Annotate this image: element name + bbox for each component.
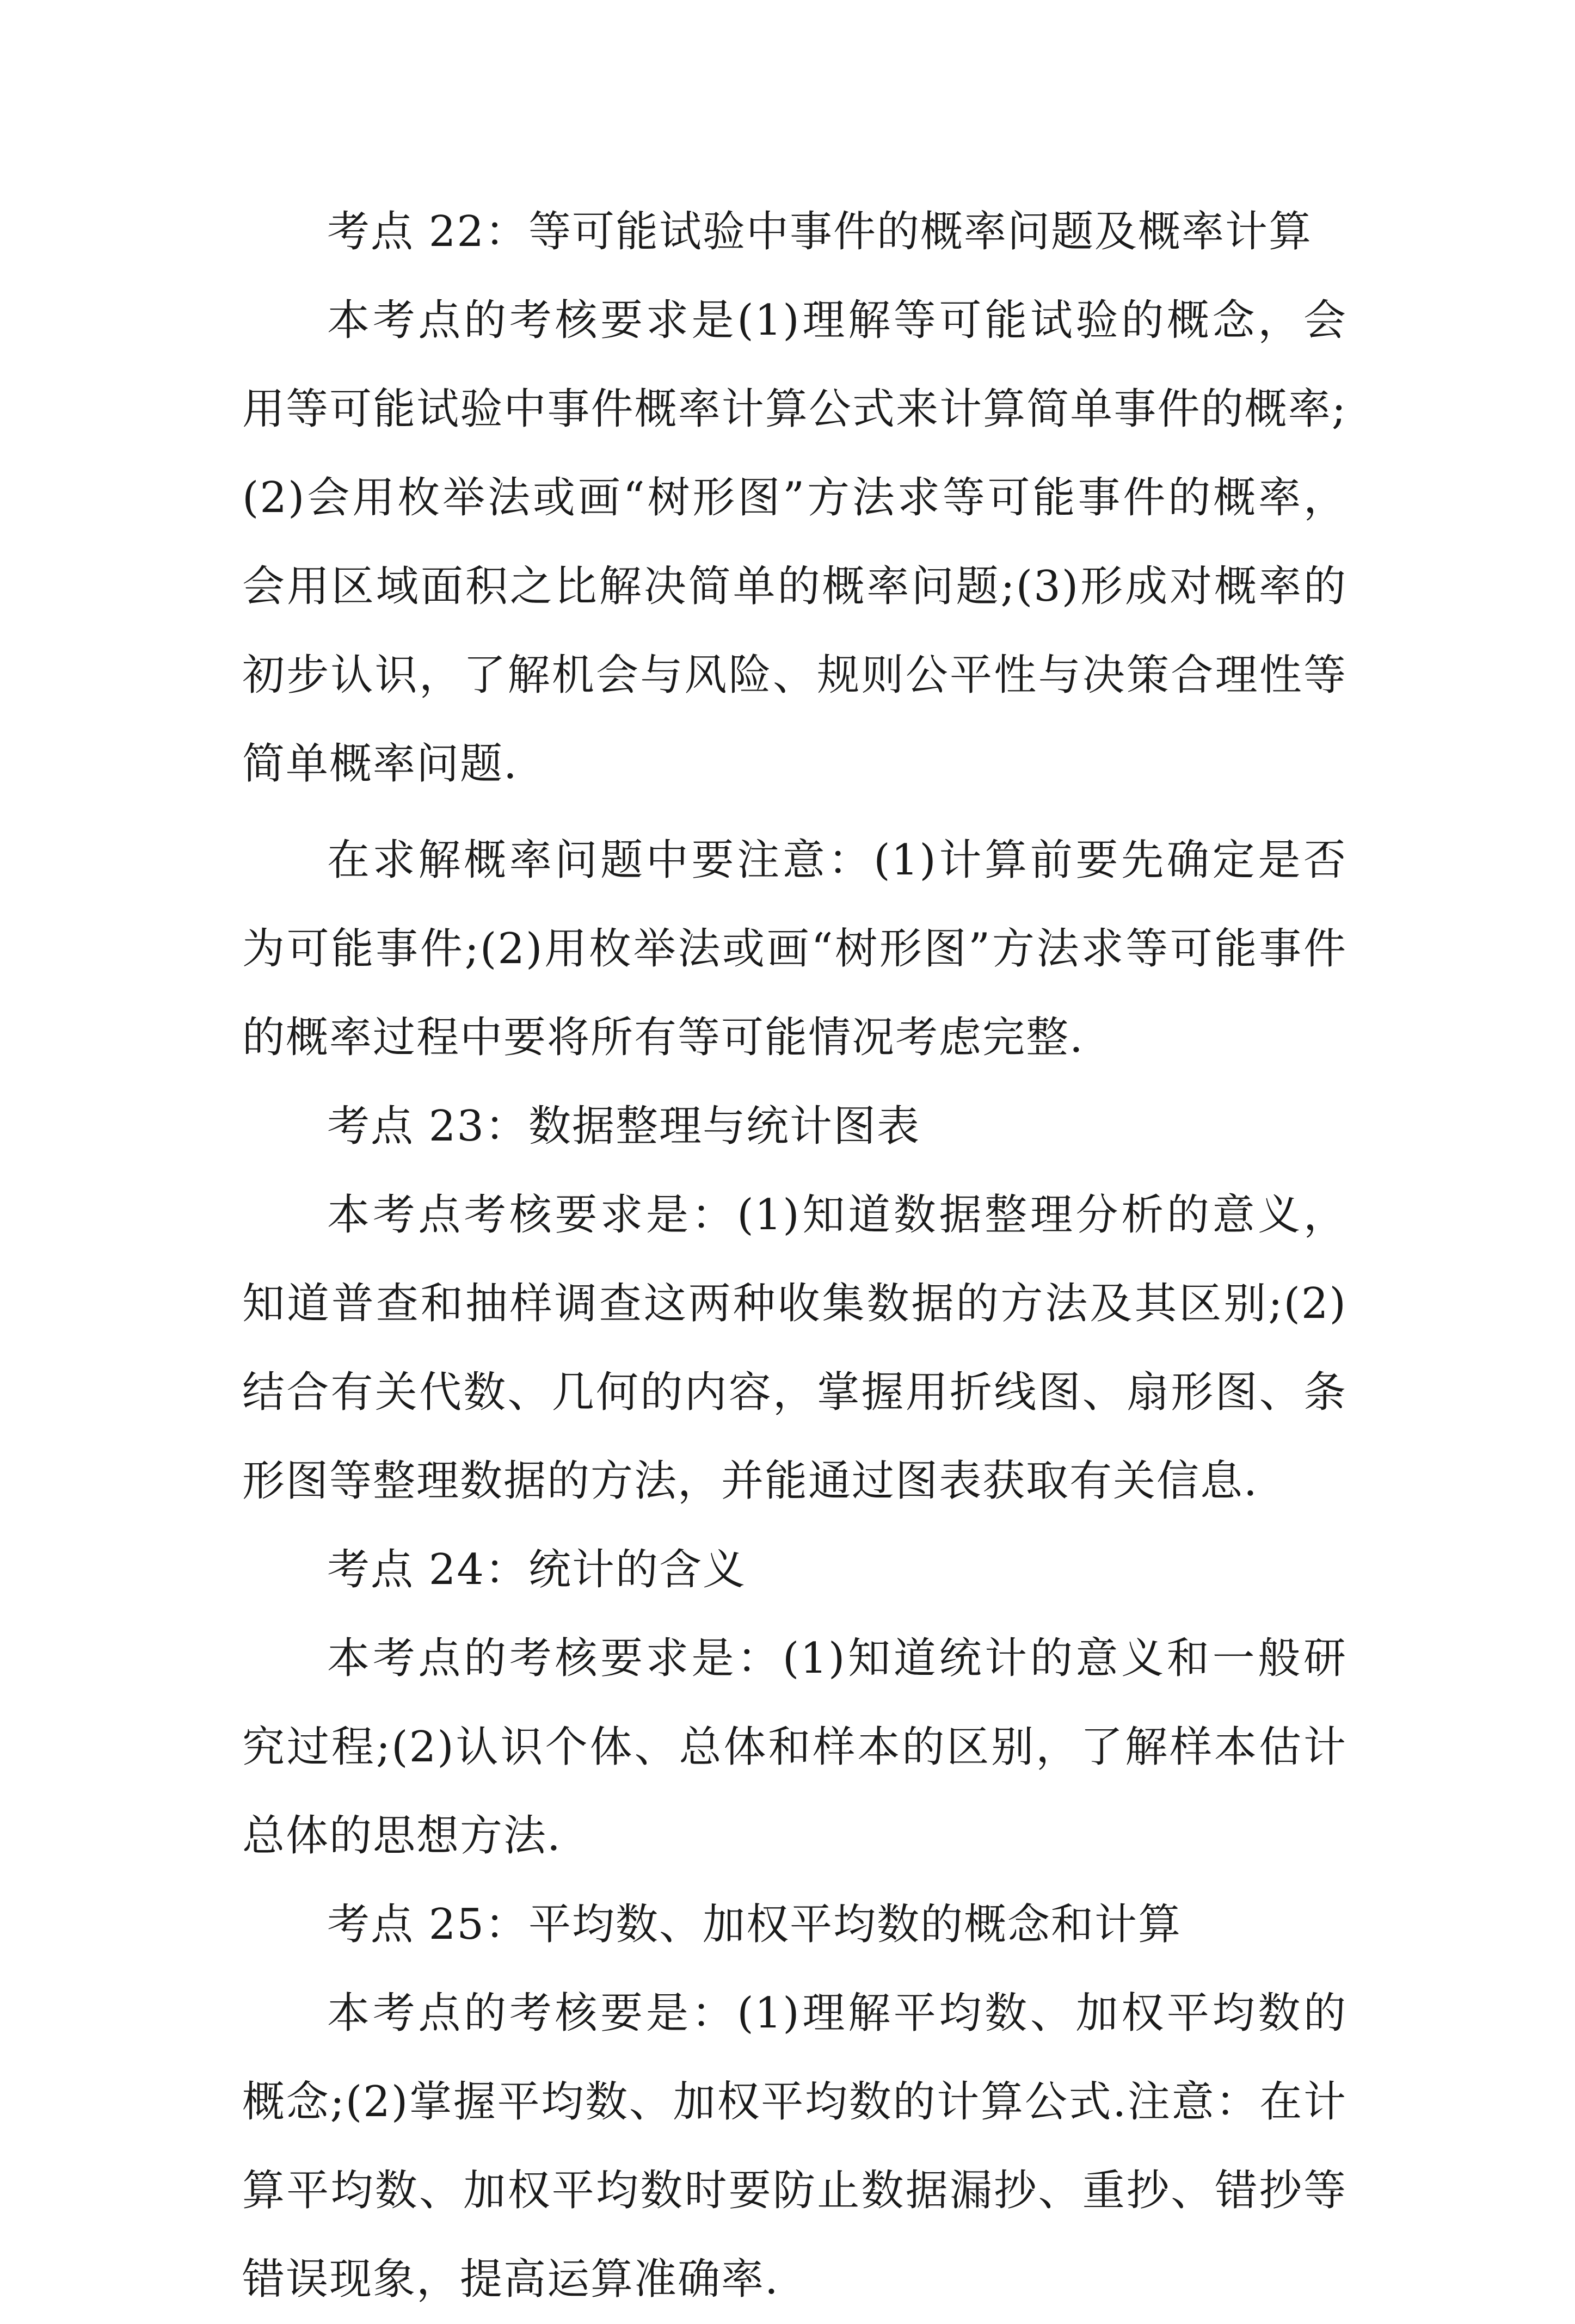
heading-point-24: 考点 24：统计的含义 bbox=[327, 1545, 747, 1594]
paragraph-point-25-requirements: 本考点的考核要是：(1)理解平均数、加权平均数的概念;(2)掌握平均数、加权平均数的计算公式.注意：在计算平均数、加权平均数时要防止数据漏抄、重抄、错抄等错误现象，提高运算准确率. bbox=[242, 1989, 1347, 2304]
document-body bbox=[242, 188, 1347, 2324]
heading-point-22: 考点 22：等可能试验中事件的概率问题及概率计算 bbox=[327, 207, 1313, 256]
paragraph-point-23-requirements: 本考点考核要求是：(1)知道数据整理分析的意义，知道普查和抽样调查这两种收集数据的方法及其区别;(2)结合有关代数、几何的内容，掌握用折线图、扇形图、条形图等整理数据的方法，并能通过图表获取有关信息. bbox=[242, 1191, 1347, 1506]
paragraph-point-22-requirements: 本考点的考核要求是(1)理解等可能试验的概念，会用等可能试验中事件概率计算公式来计算简单事件的概率;(2)会用枚举法或画“树形图”方法求等可能事件的概率，会用区域面积之比解决简单的概率问题;(3)形成对概率的初步认识，了解机会与风险、规则公平性与决策合理性等简单概率问题. bbox=[242, 296, 1347, 788]
paragraph-point-22-notes: 在求解概率问题中要注意：(1)计算前要先确定是否为可能事件;(2)用枚举法或画“树形图”方法求等可能事件的概率过程中要将所有等可能情况考虑完整. bbox=[242, 836, 1347, 1062]
paragraph-point-24-requirements: 本考点的考核要求是：(1)知道统计的意义和一般研究过程;(2)认识个体、总体和样本的区别，了解样本估计总体的思想方法. bbox=[242, 1634, 1347, 1860]
heading-point-25: 考点 25：平均数、加权平均数的概念和计算 bbox=[327, 1900, 1182, 1949]
heading-point-23: 考点 23：数据整理与统计图表 bbox=[327, 1102, 921, 1151]
